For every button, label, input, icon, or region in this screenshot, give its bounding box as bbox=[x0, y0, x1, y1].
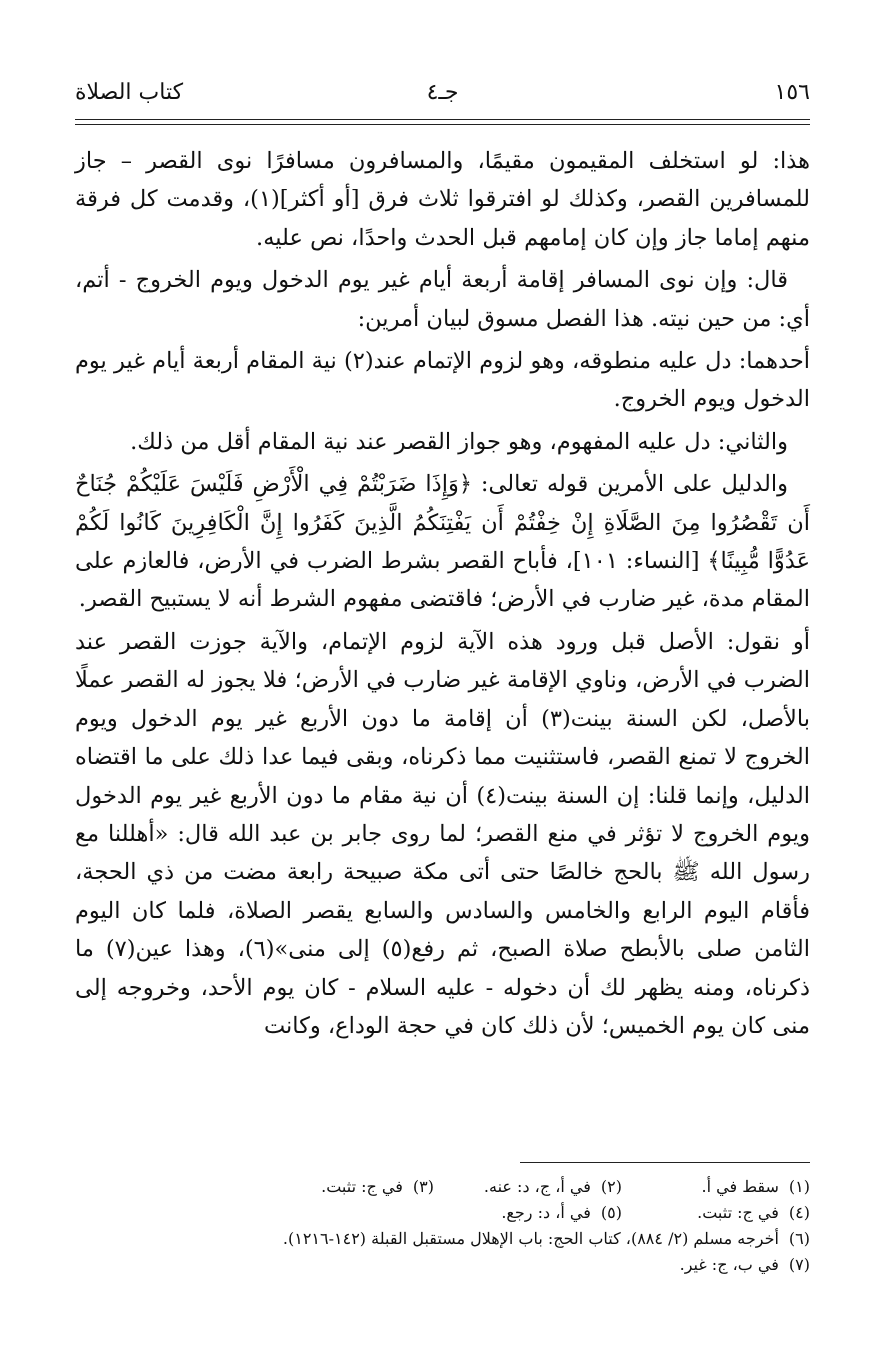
footnote-text: أخرجه مسلم (٢/ ٨٨٤)، كتاب الحج: باب الإهلال مستقبل القبلة (١٤٢-١٢١٦). bbox=[282, 1229, 779, 1248]
footnote-marker: (١) bbox=[788, 1177, 810, 1196]
footnote-text: سقط في أ. bbox=[701, 1177, 779, 1196]
footnote bbox=[283, 1226, 810, 1252]
footnote-marker: (٢) bbox=[600, 1177, 622, 1196]
footnote-text: في ج: تثبت. bbox=[697, 1203, 779, 1222]
footnote bbox=[640, 1174, 810, 1200]
footnote-marker: (٣) bbox=[412, 1177, 434, 1196]
footnote-row bbox=[75, 1252, 810, 1278]
footnote-row bbox=[75, 1200, 810, 1226]
footnote-marker: (٥) bbox=[600, 1203, 622, 1222]
part-label: جـ٤ bbox=[426, 80, 459, 105]
paragraph: أو نقول: الأصل قبل ورود هذه الآية لزوم الإتمام، والآية جوزت القصر عند الضرب في الأرض، وناوي الإقامة غير ضارب في الأرض؛ فلا يجوز له القصر عملًا بالأصل، لكن السنة بينت(٣) أن إقامة ما دون الأربع غير يوم الدخول ويوم الخروج لا تمنع القصر، فاستثنيت مما ذكرناه، وبقى فيما عدا ذلك على ما اقتضاه الدليل، وإنما قلنا: إن السنة بينت(٤) أن نية مقام ما دون الأربع غير يوم الدخول ويوم الخروج لا تؤثر في منع القصر؛ لما روى جابر بن عبد الله قال: «أهللنا مع رسول الله ﷺ بالحج خالصًا حتى أتى مكة صبيحة رابعة مضت من ذي الحجة، فأقام اليوم الرابع والخامس والسادس والسابع يقصر الصلاة، فلما كان اليوم الثامن صلى بالأبطح صلاة الصبح، ثم رفع(٥) إلى منى»(٦)، وهذا عين(٧) ما ذكرناه، ومنه يظهر لك أن دخوله - عليه السلام - كان يوم الأحد، وخروجه إلى منى كان يوم الخميس؛ لأن ذلك كان في حجة الوداع، وكانت bbox=[75, 628, 811, 1039]
header-rule-top bbox=[75, 119, 810, 120]
footnote-row bbox=[75, 1226, 810, 1252]
footnote-row bbox=[75, 1174, 810, 1200]
running-header bbox=[75, 78, 810, 114]
footnote-text: في ب، ج: غير. bbox=[679, 1255, 779, 1274]
paragraph: هذا: لو استخلف المقيمون مقيمًا، والمسافرون مسافرًا نوى القصر – جاز للمسافرين القصر، وكذلك لو افترقوا ثلاث فرق [أو أكثر](١)، وقدمت كل فرقة منهم إماما جاز وإن كان إمامهم قبل الحدث واحدًا، نص عليه. bbox=[75, 148, 810, 251]
footnote-text: في أ، د: رجع. bbox=[501, 1203, 591, 1222]
footnote bbox=[640, 1200, 810, 1226]
main-text bbox=[75, 142, 810, 1045]
footnote bbox=[452, 1200, 622, 1226]
paragraph: أحدهما: دل عليه منطوقه، وهو لزوم الإتمام عند(٢) نية المقام أربعة أيام غير يوم الدخول ويوم الخروج. bbox=[75, 348, 810, 413]
footnote bbox=[264, 1174, 434, 1200]
header-rule-bottom bbox=[75, 124, 810, 125]
paragraph: والثاني: دل عليه المفهوم، وهو جواز القصر عند نية المقام أقل من ذلك. bbox=[130, 428, 788, 455]
footnote-text: في ج: تثبت. bbox=[321, 1177, 403, 1196]
page-number: ١٥٦ bbox=[774, 80, 810, 105]
footnote-marker: (٤) bbox=[788, 1203, 810, 1222]
footnote-separator bbox=[520, 1162, 810, 1163]
footnote-marker: (٦) bbox=[788, 1229, 810, 1248]
footnote-text: في أ، ج، د: عنه. bbox=[483, 1177, 591, 1196]
footnotes bbox=[75, 1174, 810, 1278]
book-title: كتاب الصلاة bbox=[75, 80, 184, 105]
paragraph: قال: وإن نوى المسافر إقامة أربعة أيام غير يوم الدخول ويوم الخروج - أتم، أي: من حين نيته. هذا الفصل مسوق لبيان أمرين: bbox=[75, 267, 810, 332]
footnote bbox=[640, 1252, 810, 1278]
paragraph: والدليل على الأمرين قوله تعالى: ﴿وَإِذَا ضَرَبْتُمْ فِي الْأَرْضِ فَلَيْسَ عَلَيْكُمْ جُنَاحٌ أَن تَقْصُرُوا مِنَ الصَّلَاةِ إِنْ خِفْتُمْ أَن يَفْتِنَكُمُ الَّذِينَ كَفَرُوا إِنَّ الْكَافِرِينَ كَانُوا لَكُمْ عَدُوًّا مُّبِينًا﴾ [النساء: ١٠١]، فأباح القصر بشرط الضرب في الأرض، فالعازم على المقام مدة، غير ضارب في الأرض؛ فاقتضى مفهوم الشرط أنه لا يستبيح القصر. bbox=[75, 471, 811, 613]
footnote bbox=[452, 1174, 622, 1200]
footnote-marker: (٧) bbox=[788, 1255, 810, 1274]
